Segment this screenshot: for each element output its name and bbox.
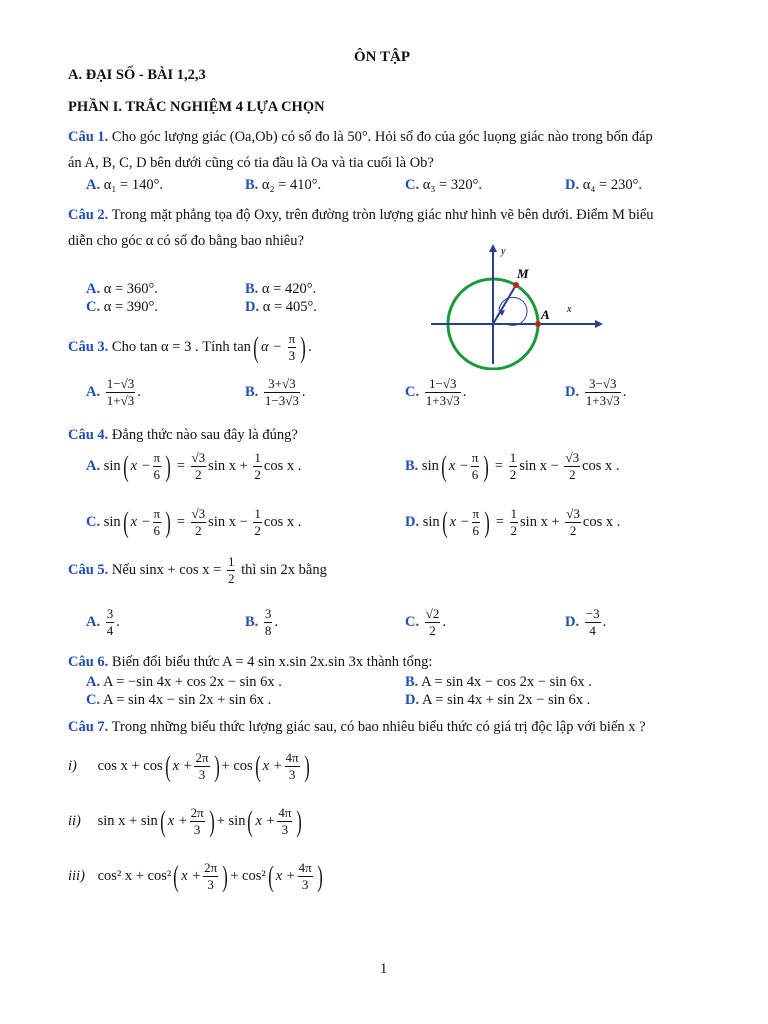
question-6: [68, 654, 432, 671]
option-c[interactable]: C. A = sin 4x − sin 2x + sin 6x .: [86, 692, 272, 708]
option-c[interactable]: C. $\frac{√2}{2}$ .: [405, 606, 446, 638]
fraction: $\frac{1-√3}{1+3√3}$: [425, 376, 460, 408]
question-text: Cho góc lượng giác (Oa,Ob) có số đo là 50°. Hỏi số đo của góc luọng giác nào trong bốn đáp: [111, 129, 653, 145]
x-axis-arrow-icon: [595, 320, 603, 328]
option-a[interactable]: A. α₁ = 140°.: [86, 177, 163, 193]
x-axis-label: x: [567, 304, 572, 315]
part-heading: PHẦN I. TRẮC NGHIỆM 4 LỰA CHỌN: [68, 99, 325, 115]
question-1-line2: án A, B, C, D bên dưới cũng có tia đầu là Oa và tia cuối là Ob?: [68, 155, 434, 171]
option-b[interactable]: B. α = 420°.: [245, 281, 317, 297]
question-text: Biến đổi biểu thức A = 4 sin x.sin 2x.sin 3x thành tổng:: [111, 654, 433, 670]
y-axis-label: y: [501, 246, 506, 257]
section-heading: A. ĐẠI SỐ - BÀI 1,2,3: [68, 67, 206, 83]
fraction: $\frac{1-√3}{1+√3}$: [106, 376, 135, 408]
fraction: $\frac{3-√3}{1+3√3}$: [585, 376, 620, 408]
point-m: [513, 282, 519, 288]
page-title: ÔN TẬP: [354, 49, 410, 65]
option-d[interactable]: D. α = 405°.: [245, 299, 317, 315]
question-label: Câu 7.: [68, 719, 109, 735]
option-a[interactable]: A. α = 360°.: [86, 281, 158, 297]
question-2: [68, 207, 654, 224]
question-text: Nếu sinx + cos x =: [111, 561, 222, 578]
option-b[interactable]: B. $\frac{3+√3}{1-3√3}$ .: [245, 376, 306, 408]
question-3: Câu 3. Cho tan α = 3 . Tính tan( α − $\frac{\pi}{3}$ ) .: [68, 330, 312, 364]
question-text: Trong những biểu thức lượng giác sau, có bao nhiêu biểu thức có giá trị độc lập với biến x ?: [111, 719, 646, 735]
option-c[interactable]: C. sin( x − $\frac{\pi}{6}$ ) = $\frac{√3}{2}$ sin x − $\frac{1}{2}$ cos x .: [86, 505, 302, 539]
unit-circle-figure: [425, 240, 605, 370]
question-label: Câu 1.: [68, 129, 109, 145]
option-c[interactable]: C. α = 390°.: [86, 299, 158, 315]
question-label: Câu 2.: [68, 207, 109, 223]
question-7: [68, 719, 646, 736]
question-label: Câu 6.: [68, 654, 109, 670]
option-c[interactable]: C. α₃ = 320°.: [405, 177, 482, 193]
option-d[interactable]: D. A = sin 4x + sin 2x − sin 6x .: [405, 692, 591, 708]
question-2-line2: diễn cho góc α có số đo bằng bao nhiêu?: [68, 233, 304, 249]
option-d[interactable]: D. sin( x − $\frac{\pi}{6}$ ) = $\frac{1}{2}$ sin x + $\frac{√3}{2}$ cos x .: [405, 505, 621, 539]
fraction: $\frac{3+√3}{1-3√3}$: [264, 376, 299, 408]
y-axis-arrow-icon: [489, 244, 497, 252]
option-a[interactable]: A. A = −sin 4x + cos 2x − sin 6x .: [86, 674, 282, 690]
point-a-label: A: [541, 307, 550, 322]
option-a[interactable]: A. $\frac{3}{4}$ .: [86, 606, 120, 638]
point-m-label: M: [517, 266, 529, 281]
option-a[interactable]: A. $\frac{1-√3}{1+√3}$ .: [86, 376, 141, 408]
expression-iii: iii) cos² x + cos²( x + $\frac{2\pi}{3}$ ) + cos²( x + $\frac{4\pi}{3}$ ): [68, 859, 323, 893]
question-label: Câu 3.: [68, 338, 109, 355]
question-5: Câu 5. Nếu sinx + cos x = $\frac{1}{2}$ thì sin 2x bằng: [68, 554, 327, 586]
question-text: Đẳng thức nào sau đây là đúng?: [111, 427, 298, 443]
option-c[interactable]: C. $\frac{1-√3}{1+3√3}$ .: [405, 376, 467, 408]
expression-ii: ii) sin x + sin( x + $\frac{2\pi}{3}$ ) + sin( x + $\frac{4\pi}{3}$ ): [68, 804, 303, 838]
option-a[interactable]: A. sin( x − $\frac{\pi}{6}$ ) = $\frac{√3}{2}$ sin x + $\frac{1}{2}$ cos x .: [86, 449, 302, 483]
question-label: Câu 4.: [68, 427, 109, 443]
option-b[interactable]: B. α₂ = 410°.: [245, 177, 322, 193]
fraction: $\frac{\pi}{3}$: [288, 331, 296, 363]
question-text: Trong mặt phẳng tọa độ Oxy, trên đường tròn lượng giác như hình vẽ bên dưới. Điểm M biểu: [111, 207, 654, 223]
ray-om: [493, 285, 516, 324]
option-d[interactable]: D. α₄ = 230°.: [565, 177, 642, 193]
page-number: 1: [380, 961, 388, 977]
option-d[interactable]: D. $\frac{3-√3}{1+3√3}$ .: [565, 376, 627, 408]
question-4: [68, 427, 298, 444]
question-text: Cho tan α = 3 . Tính tan: [111, 338, 251, 355]
option-b[interactable]: B. sin( x − $\frac{\pi}{6}$ ) = $\frac{1}{2}$ sin x − $\frac{√3}{2}$ cos x .: [405, 449, 620, 483]
question-label: Câu 5.: [68, 561, 109, 578]
option-d[interactable]: D. $\frac{-3}{4}$ .: [565, 606, 607, 638]
expression-i: i) cos x + cos( x + $\frac{2\pi}{3}$ ) + cos( x + $\frac{4\pi}{3}$ ): [68, 749, 310, 783]
question-1: [68, 129, 653, 146]
option-b[interactable]: B. A = sin 4x − cos 2x − sin 6x .: [405, 674, 592, 690]
option-b[interactable]: B. $\frac{3}{8}$ .: [245, 606, 279, 638]
